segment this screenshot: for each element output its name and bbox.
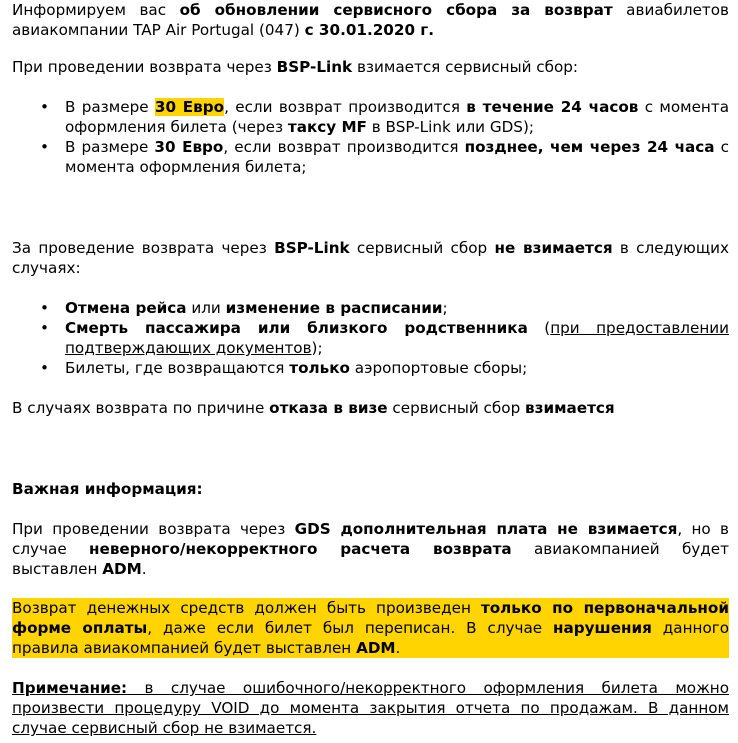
bsp-fee-paragraph: При проведении возврата через BSP-Link взимается сервисный сбор: — [12, 58, 579, 76]
refund-form-paragraph: Возврат денежных средств должен быть произведен только по первоначальной форме оплаты, даже если билет был переписан. В случае нарушения данного правила авиакомпанией будет выставлен ADM. — [12, 599, 730, 657]
list-item: • Отмена рейса или изменение в расписании; — [65, 298, 729, 318]
no-fee-list — [12, 298, 729, 378]
intro-paragraph: Информируем вас об обновлении сервисного сбора за возврат авиабилетов авиакомпании TAP Air Portugal (047) с 30.01.2020 г. — [12, 1, 729, 39]
gds-paragraph: При проведении возврата через GDS дополнительная плата не взимается, но в случае неверного/некорректного расчета возврата авиакомпанией будет выставлен ADM. — [12, 520, 729, 578]
fee-list — [12, 97, 729, 177]
list-item: • В размере 30 Евро, если возврат производится позднее, чем через 24 часа с момента оформления билета; — [65, 137, 729, 177]
list-item: • Смерть пассажира или близкого родственника (при предоставлении подтверждающих документов); — [65, 318, 729, 358]
visa-paragraph: В случаях возврата по причине отказа в визе сервисный сбор взимается — [12, 399, 615, 417]
note-paragraph: Примечание: в случае ошибочного/некорректного оформления билета можно произвести процедуру VOID до момента закрытия отчета по продажам. В данном случае сервисный сбор не взимается. — [12, 679, 729, 737]
list-item: • Билеты, где возвращаются только аэропортовые сборы; — [65, 358, 729, 378]
no-fee-paragraph: За проведение возврата через BSP-Link сервисный сбор не взимается в следующих случаях: — [12, 239, 729, 277]
list-item: • В размере 30 Евро, если возврат производится в течение 24 часов с момента оформления билета (через таксу MF в BSP-Link или GDS); — [65, 97, 729, 137]
important-heading: Важная информация: — [12, 480, 203, 498]
